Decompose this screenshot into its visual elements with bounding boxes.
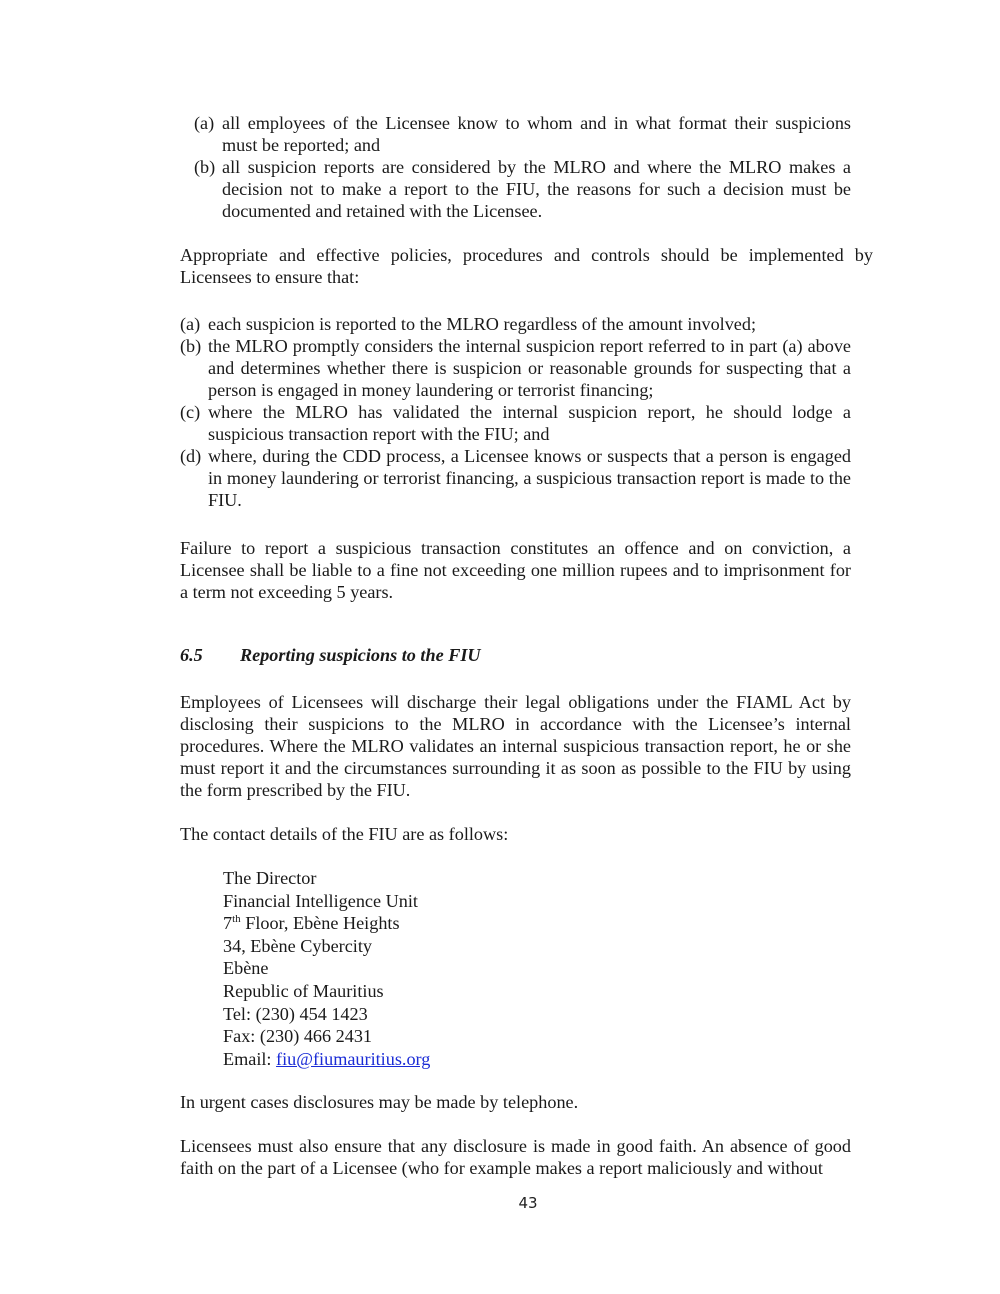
- address-line: [223, 912, 430, 935]
- paragraph-good-faith: Licensees must also ensure that any disclosure is made in good faith. An absence of good faith on the part of a Licensee (who for example makes a report maliciously and without: [180, 1136, 851, 1178]
- fiu-address-block: [223, 867, 430, 1070]
- page-number: 43: [518, 1194, 538, 1212]
- list-item-text: the MLRO promptly considers the internal suspicion report referred to in part (a) above and determines whether there is suspicion or reasonable grounds for suspecting that a person is engaged in money laundering or terrorist financing;: [208, 336, 851, 400]
- list-licensee-controls: [180, 313, 851, 511]
- address-line: 34, Ebène Cybercity: [223, 935, 372, 956]
- address-line: Ebène: [223, 958, 269, 979]
- list-marker: (b): [180, 336, 202, 356]
- section-number: 6.5: [180, 645, 203, 665]
- address-email-line: [223, 1048, 430, 1071]
- list-employees-requirements: [194, 112, 851, 222]
- list-item: [180, 401, 851, 445]
- section-heading: [180, 644, 481, 666]
- paragraph-policies: Appropriate and effective policies, procedures and controls should be implemented by Licensees to ensure that:: [180, 245, 873, 287]
- list-item-text: all employees of the Licensee know to whom and in what format their suspicions must be reported; and: [222, 113, 851, 155]
- address-line: Republic of Mauritius: [223, 980, 384, 1001]
- list-item-text: where, during the CDD process, a Licensee knows or suspects that a person is engaged in money laundering or terrorist financing, a suspicious transaction report is made to the FIU.: [208, 446, 851, 510]
- list-marker: (c): [180, 402, 201, 422]
- address-floor-rest: Floor, Ebène Heights: [240, 913, 400, 934]
- address-floor-suffix: th: [232, 913, 241, 926]
- list-marker: (a): [180, 314, 201, 334]
- list-item-text: each suspicion is reported to the MLRO regardless of the amount involved;: [208, 314, 757, 334]
- list-item-text: where the MLRO has validated the internal suspicion report, he should lodge a suspicious transaction report with the FIU; and: [208, 402, 851, 444]
- section-title: Reporting suspicions to the FIU: [240, 645, 481, 665]
- email-link[interactable]: fiu@fiumauritius.org: [276, 1048, 431, 1069]
- address-floor-number: 7: [223, 913, 233, 934]
- paragraph-contact-intro: The contact details of the FIU are as follows:: [180, 824, 509, 844]
- paragraph-failure: Failure to report a suspicious transaction constitutes an offence and on conviction, a Licensee shall be liable to a fine not exceeding one million rupees and to imprisonment for a term not exceeding 5 years.: [180, 538, 851, 602]
- address-line: The Director: [223, 868, 317, 888]
- paragraph-employees: Employees of Licensees will discharge their legal obligations under the FIAML Act by disclosing their suspicions to the MLRO in accordance with the Licensee’s internal procedures. Where the MLRO validates an internal suspicious transaction report, he or she must report it and the circumstances surrounding it as soon as possible to the FIU by using the form prescribed by the FIU.: [180, 692, 851, 800]
- list-item: [194, 112, 851, 156]
- list-marker: (d): [180, 446, 202, 466]
- list-marker: (b): [194, 157, 216, 177]
- list-item: [180, 335, 851, 401]
- address-fax: Fax: (230) 466 2431: [223, 1026, 373, 1047]
- list-item: [194, 156, 851, 222]
- list-marker: (a): [194, 113, 215, 133]
- address-line: Financial Intelligence Unit: [223, 890, 418, 911]
- paragraph-urgent: In urgent cases disclosures may be made by telephone.: [180, 1092, 579, 1112]
- list-item: [180, 445, 851, 511]
- list-item-text: all suspicion reports are considered by the MLRO and where the MLRO makes a decision not to make a report to the FIU, the reasons for such a decision must be documented and retained with the Licensee.: [222, 157, 851, 221]
- address-telephone: Tel: (230) 454 1423: [223, 1003, 368, 1024]
- email-label: Email:: [223, 1048, 277, 1069]
- list-item: [180, 313, 851, 335]
